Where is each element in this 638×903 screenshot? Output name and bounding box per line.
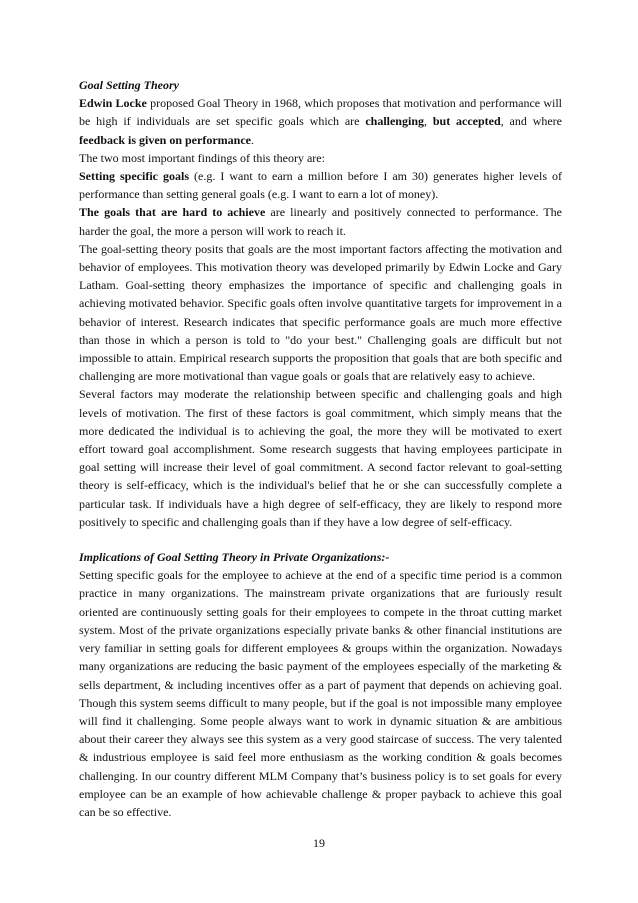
document-page (79, 76, 562, 821)
paragraph-moderating-factors: Several factors may moderate the relationship between specific and challenging goals and high levels of motivation. The first of these factors is goal commitment, which simply means that the more dedicated the individual is to achieving the goal, the more they will be motivated to exert effort toward goal accomplishment. Some research suggests that having employees participate in goal setting will increase their level of goal commitment. A second factor relevant to goal-setting theory is self-efficacy, which is the individual's belief that he or she can successfully complete a particular task. If individuals have a high degree of self-efficacy, they are likely to respond more positively to specific and challenging goals than if they have a low degree of self-efficacy. (79, 387, 562, 529)
text-run: are linearly and positively connected to performance. The harder the goal, the more a person will work to reach it. (79, 205, 562, 238)
text-run: proposed Goal Theory in 1968, which proposes that motivation and performance will be high if individuals are set specific goals which are (79, 96, 563, 129)
paragraph-theory-posits: The goal-setting theory posits that goals are the most important factors affecting the motivation and behavior of employees. This motivation theory was developed primarily by Edwin Locke and Gary Latham. Goal-setting theory emphasizes the importance of specific and challenging goals in achieving motivated behavior. Specific goals often involve quantitative targets for improvement in a behavior of interest. Research indicates that specific performance goals are much more effective than those in which a person is told to "do your best." Challenging goals are difficult but not impossible to attain. Empirical research supports the proposition that goals that are both specific and challenging are more motivational than vague goals or goals that are relatively easy to achieve. (79, 241, 562, 384)
bold-challenging: challenging (365, 114, 424, 129)
bold-setting-specific-goals: Setting specific goals (79, 169, 190, 184)
text-run: (e.g. I want to earn a million before I am 30) generates higher levels of performance than setting general goals (e.g. I want to earn a lot of money). (79, 169, 562, 202)
page-number: 19 (313, 836, 325, 850)
paragraph-findings-intro: The two most important findings of this theory are: (79, 150, 325, 165)
paragraph-finding-hard-goals (79, 203, 562, 239)
paragraph-implications: Setting specific goals for the employee to achieve at the end of a specific time period is a common practice in many organizations. The mainstream private organizations that are furiously result oriented are continuously setting goals for their employees to compete in the throat cutting market system. Most of the private organizations especially private banks & other financial institutions are very familiar in setting goals for different employees & groups within the organization. Nowadays many organizations are reducing the basic payment of the employees especially of the marketing & sells department, & including incentives offer as a part of payment that depends on achieving goal. Though this system seems difficult to many people, but if the goal is not impossible many employee will find it challenging. Some people always want to work in dynamic situation & are ambitious about their career they always see this system as a very good staircase of success. The very talented & industrious employee is said feel more enthusiasm as the working condition & goals becomes challenging. In our country different MLM Company that’s business policy is to set goals for every employee can be an example of how achievable challenge & proper payback to achieve this goal can be so effective. (79, 568, 562, 819)
section-heading-goal-setting-theory: Goal Setting Theory (79, 78, 180, 92)
paragraph-finding-specific-goals (79, 167, 562, 203)
text-run: , (424, 114, 433, 129)
text-run: . (250, 132, 254, 147)
bold-feedback: feedback is given on performance (79, 132, 251, 147)
bold-author-name: Edwin Locke (79, 96, 147, 111)
bold-hard-goals: The goals that are hard to achieve (79, 205, 266, 220)
bold-but-accepted: but accepted (432, 114, 501, 129)
section-spacer (79, 531, 562, 548)
section-heading-implications: Implications of Goal Setting Theory in Private Organizations:- (79, 550, 390, 565)
text-run: , and where (500, 114, 563, 129)
paragraph-intro (79, 94, 562, 149)
